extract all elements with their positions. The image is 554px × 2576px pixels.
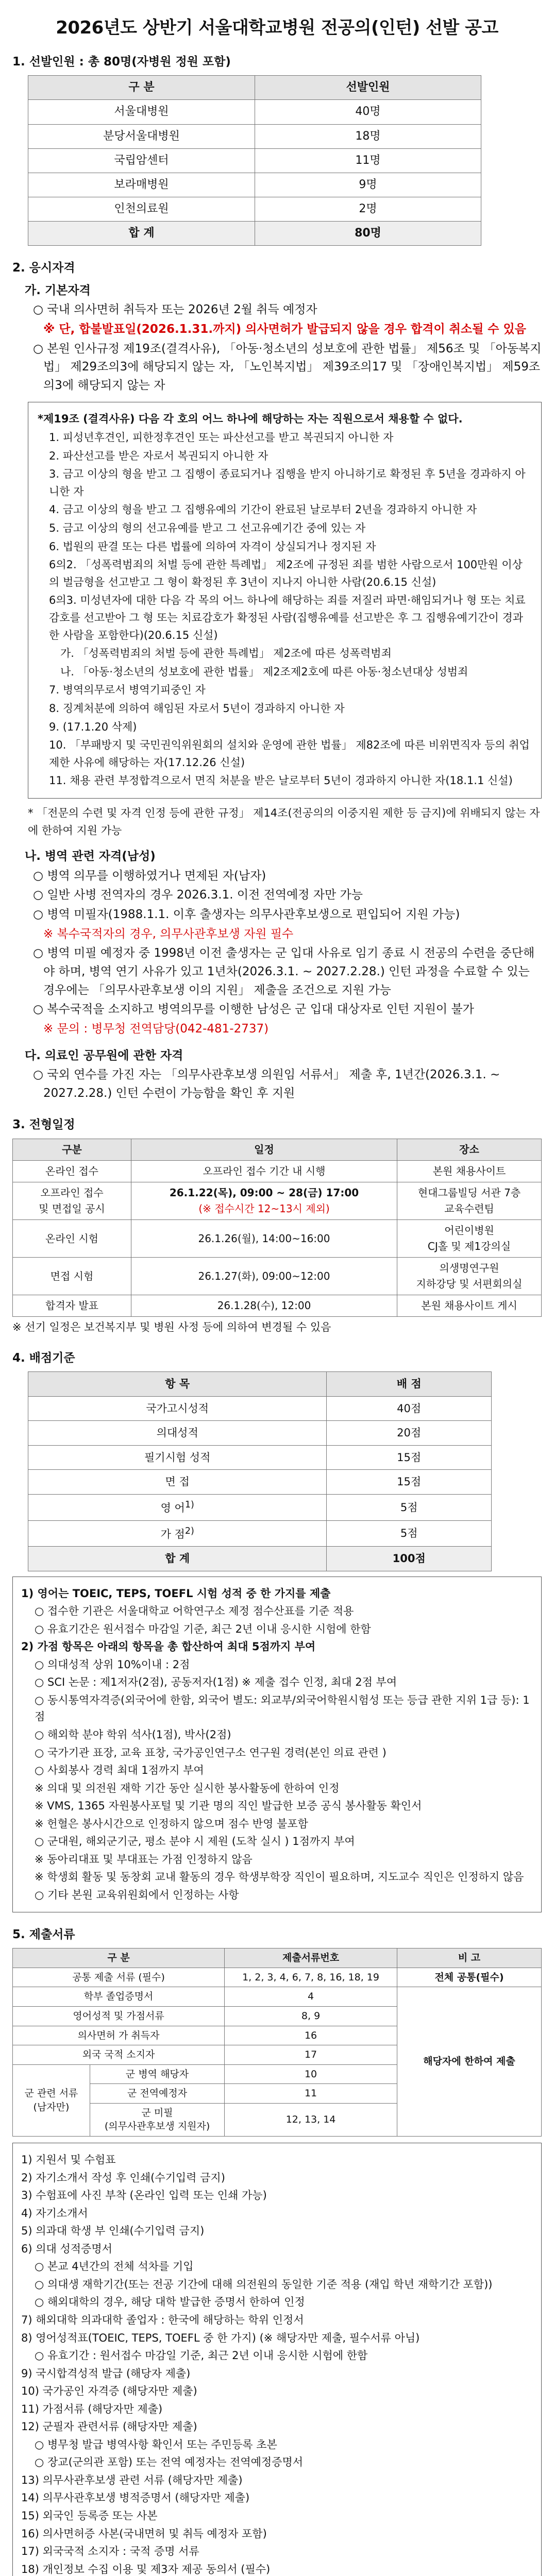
schedule-date: 26.1.27(화), 09:00~12:00 [131,1258,397,1295]
score-item: 면 접 [28,1470,327,1495]
score-note: ○ SCI 논문 : 제1저자(2점), 공동저자(1점) ※ 제출 접수 인정, 최대 2점 부여 [35,1676,397,1689]
doc-list-item: 7) 해외대학 의과대학 졸업자 : 한국에 해당하는 학위 인정서 [21,2314,304,2326]
hospital-name: 국립암센터 [28,148,255,173]
score-note: ○ 의대성적 상위 10%이내 : 2점 [35,1658,190,1671]
box-line: 6의3. 미성년자에 대한 다음 각 목의 어느 하나에 해당하는 죄를 저질러 파면·해임되거나 형 또는 치료감호를 선고받아 그 형 또는 치료감호가 확정된 사람(집행유예를 선고받은 후 그 집행유예기간이 경과한 사람을 포함한다)(20.6.15 신설) [49,594,526,641]
government-item: ○ 국외 연수를 가진 자는 「의무사관후보생 의원임 서류서」 제출 후, 1년간(2026.3.1. ~ 2027.2.28.) 인턴 수련이 가능함을 확인 후 지원 [33,1068,500,1100]
subsection-government: 다. 의료인 공무원에 관한 자격 [25,1048,183,1062]
requirement-warning: ※ 단, 합불발표일(2026.1.31.까지) 의사면허가 발급되지 않을 경우 합격이 취소될 수 있음 [43,322,526,336]
box-line: 7. 병역의무로서 병역기피중인 자 [49,684,206,697]
col-place: 장소 [397,1139,542,1161]
box-line: 가. 「성폭력범죄의 처벌 등에 관한 특례법」 제2조에 따른 성폭력범죄 [60,647,392,660]
box-line: 10. 「부패방지 및 국민권익위원회의 설치와 운영에 관한 법률」 제82조에 따른 비위면직자 등의 취업제한 사유에 해당하는 자(17.12.26 신설) [49,739,530,769]
hospital-name: 서울대병원 [28,100,255,124]
doc-category: 군 전역예정자 [90,2084,225,2104]
section-1-heading: 1. 선발인원 : 총 80명(자병원 정원 포함) [12,55,231,69]
score-note: 1) 영어는 TOEIC, TEPS, TOEFL 시험 성적 중 한 가지를 제출 [21,1587,331,1600]
box-line: 6의2. 「성폭력범죄의 처벌 등에 관한 특례법」 제2조에 규정된 죄를 범한 사람으로서 100만원 이상의 벌금형을 선고받고 그 형이 확정된 후 3년이 지나지 아니한 사람(20.6.15 신설) [49,558,523,588]
doc-list-item: ○ 의대생 재학기간(또는 전공 기간에 대해 의전원의 동일한 기준 적용 (재입 학년 재학기간 포함)) [35,2278,493,2291]
score-note: ※ VMS, 1365 자원봉사포털 및 기관 명의 직인 발급한 보증 공식 봉사활동 확인서 [35,1800,422,1812]
col-doc-number: 제출서류번호 [225,1948,397,1968]
disqualification-box [28,402,542,798]
score-note: ○ 접수한 기관은 서울대학교 어학연구소 제정 점수산표를 기준 적용 [35,1605,354,1618]
score-footnote-ref: 1) [184,1500,194,1511]
selection-count-table [28,75,481,246]
schedule-date: 26.1.28(수), 12:00 [131,1295,397,1317]
doc-category: 공통 제출 서류 (필수) [13,1968,225,1987]
col-remark: 비 고 [397,1948,542,1968]
doc-remark: 전체 공통(필수) [397,1968,542,1987]
col-count: 선발인원 [255,76,481,100]
schedule-place: 어린이병원 CJ홀 및 제1강의실 [397,1220,542,1258]
doc-category: 학부 졸업증명서 [13,1987,225,2007]
score-note: ※ 헌혈은 봉사시간으로 인정하지 않으며 점수 반영 불포함 [35,1817,308,1830]
subsection-military: 나. 병역 관련 자격(남성) [25,850,156,863]
doc-list-item: ○ 본교 4년간의 전체 석차를 기입 [35,2260,194,2273]
col-dept: 구 분 [28,76,255,100]
military-item: ○ 병역 의무를 이행하였거나 면제된 자(남자) [33,869,266,883]
score-note: ※ 학생회 활동 및 동창회 교내 활동의 경우 학생부학장 직인이 필요하며, 지도교수 직인은 인정하지 않음 [35,1871,524,1884]
score-value: 20점 [327,1421,492,1446]
box-line: 나. 「아동·청소년의 성보호에 관한 법률」 제2조제2호에 따른 아동·청소년대상 성범죄 [60,665,468,678]
hospital-count: 11명 [255,148,481,173]
hospital-count: 18명 [255,124,481,148]
doc-list-item: 12) 군필자 관련서류 (해당자만 제출) [21,2420,197,2433]
military-contact: ※ 문의 : 병무청 전역담당(042-481-2737) [43,1022,269,1036]
hospital-count: 40명 [255,100,481,124]
score-item-cell [28,1495,327,1521]
dual-application-note: * 「전문의 수련 및 자격 인정 등에 관한 규정」 제14조(전공의의 이중지원 제한 등 금지)에 위배되지 않는 자에 한하여 지원 가능 [28,806,540,837]
doc-numbers: 1, 2, 3, 4, 6, 7, 8, 16, 18, 19 [225,1968,397,1987]
score-item: 영 어 [160,1502,185,1515]
hospital-name: 인천의료원 [28,197,255,221]
hospital-name: 보라매병원 [28,173,255,197]
box-line: 4. 금고 이상의 형을 받고 그 집행유예의 기간이 완료된 날로부터 2년을 경과하지 아니한 자 [49,503,477,516]
schedule-type: 온라인 시험 [13,1220,131,1258]
schedule-place: 본원 채용사이트 [397,1161,542,1182]
score-note: ○ 해외학 분야 학위 석사(1점), 박사(2점) [35,1728,231,1741]
section-4-heading: 4. 배점기준 [12,1351,75,1365]
doc-group-military: 군 관련 서류 (남자만) [13,2064,90,2136]
schedule-date: 오프라인 접수 기간 내 시행 [131,1161,397,1182]
hospital-count: 9명 [255,173,481,197]
section-5-heading: 5. 제출서류 [12,1927,75,1941]
section-2-heading: 2. 응시자격 [12,261,75,275]
col-item: 항 목 [28,1372,327,1397]
score-note: ※ 의대 및 의전원 재학 기간 동안 실시한 봉사활동에 한하여 인정 [35,1782,340,1794]
doc-list-item: 9) 국시합격성적 발급 (해당자 제출) [21,2367,191,2380]
score-value: 5점 [327,1495,492,1521]
doc-category: 의사면허 가 취득자 [13,2026,225,2045]
doc-list-item: 1) 지원서 및 수험표 [21,2154,116,2166]
doc-category: 군 병역 해당자 [90,2064,225,2084]
col-type: 구분 [13,1139,131,1161]
score-total: 100점 [327,1547,492,1571]
box-line: 3. 금고 이상의 형을 받고 그 집행이 종료되거나 집행을 받지 아니하기로 확정된 후 5년을 경과하지 아니한 자 [49,468,526,498]
score-note: ○ 기타 본원 교육위원회에서 인정하는 사항 [35,1888,239,1901]
doc-list-item: 18) 개인정보 수집 이용 및 제3자 제공 동의서 (필수) [21,2563,271,2575]
doc-numbers: 12, 13, 14 [225,2103,397,2136]
doc-category: 외국 국적 소지자 [13,2045,225,2065]
military-item: ○ 병역 미필 예정자 중 1998년 이전 출생자는 군 입대 사유로 임기 종료 시 전공의 수련을 중단해야 하며, 병역 연기 사유가 있고 1년차(2026.3.1. ~ 2027.2.28.) 인턴 과정을 수료할 수 있는 경우에는 「의무사관후보생 이의 지원」 제출을 조건으로 지원 가능 [33,946,535,997]
doc-list-item: 5) 의과대 학생 부 인쇄(수기입력 금지) [21,2225,205,2238]
score-item: 국가고시성적 [28,1396,327,1421]
score-value: 15점 [327,1470,492,1495]
schedule-type: 오프라인 접수 및 면접일 공시 [13,1182,131,1220]
doc-numbers: 11 [225,2084,397,2104]
total-count: 80명 [255,221,481,245]
doc-list-item: ○ 장교(군의관 포함) 또는 전역 예정자는 전역예정증명서 [35,2456,304,2469]
doc-category: 군 미필 (의무사관후보생 지원자) [90,2103,225,2136]
doc-numbers: 8, 9 [225,2006,397,2026]
doc-list-item: 4) 자기소개서 [21,2207,88,2219]
box-line: 1. 피성년후견인, 피한정후견인 또는 파산선고를 받고 복권되지 아니한 자 [49,431,394,444]
documents-list-box [12,2143,542,2576]
schedule-date-cell [131,1182,397,1220]
doc-list-item: ○ 병무청 발급 병역사항 확인서 또는 주민등록 초본 [35,2438,277,2451]
hospital-name: 분당서울대병원 [28,124,255,148]
doc-list-item: 6) 의대 성적증명서 [21,2242,112,2255]
schedule-place: 의생명연구원 지하강당 및 서편회의실 [397,1258,542,1295]
score-item: 필기시험 성적 [28,1445,327,1470]
box-title: *제19조 (결격사유) 다음 각 호의 어느 하나에 해당하는 자는 직원으로서 채용할 수 없다. [38,413,463,426]
schedule-date-note: (※ 접수시간 12~13시 제외) [198,1202,330,1215]
doc-numbers: 4 [225,1987,397,2007]
doc-numbers: 16 [225,2026,397,2045]
doc-list-item: 2) 자기소개서 작성 후 인쇄(수기입력 금지) [21,2171,225,2184]
box-line: 11. 채용 관련 부정합격으로서 면직 처분을 받은 날로부터 5년이 경과하지 아니한 자(18.1.1 신설) [49,774,513,787]
score-note: ○ 사회봉사 경력 최대 1점까지 부여 [35,1764,204,1777]
subsection-basic: 가. 기본자격 [25,283,91,297]
doc-list-item: 15) 외국인 등록증 또는 사본 [21,2510,158,2522]
schedule-date: 26.1.26(월), 14:00~16:00 [131,1220,397,1258]
score-item: 의대성적 [28,1421,327,1446]
score-note: ※ 동아리대표 및 부대표는 가점 인정하지 않음 [35,1853,253,1866]
box-line: 5. 금고 이상의 형의 선고유예를 받고 그 선고유예기간 중에 있는 자 [49,522,366,535]
score-note: ○ 국가기관 표장, 교육 표창, 국가공인연구소 연구원 경력(본인 의료 관련 ) [35,1746,387,1759]
score-table [28,1371,492,1571]
score-note: ○ 군대원, 해외군기군, 평소 분야 시 제원 (도착 실시 ) 1점까지 부여 [35,1835,355,1848]
military-item: ○ 일반 사병 전역자의 경우 2026.3.1. 이전 전역예정 자만 가능 [33,888,363,902]
doc-list-item: 17) 외국국적 소지자 : 국적 증명 서류 [21,2545,199,2558]
col-date: 일정 [131,1139,397,1161]
score-note: ○ 동시통역자격증(외국어에 한함, 외국어 별도: 외교부/외국어학원시험성 또는 등급 관한 지위 1급 등): 1점 [35,1693,530,1723]
score-notes-box [12,1577,542,1912]
box-line: 9. (17.1.20 삭제) [49,720,137,733]
score-note: 2) 가점 항목은 아래의 항목을 총 합산하여 최대 5점까지 부여 [21,1640,316,1653]
score-value: 5점 [327,1520,492,1547]
hospital-count: 2명 [255,197,481,221]
doc-list-item: 11) 가점서류 (해당자만 제출) [21,2402,163,2415]
doc-list-item: 8) 영어성적표(TOEIC, TEPS, TOEFL 중 한 가지) (※ 해당자만 제출, 필수서류 아님) [21,2331,420,2344]
schedule-place: 현대그룹빌딩 서관 7층 교육수련팀 [397,1182,542,1220]
score-value: 40점 [327,1396,492,1421]
military-warning: ※ 복수국적자의 경우, 의무사관후보생 자원 필수 [43,927,294,941]
doc-list-item: 10) 국가공인 자격증 (해당자만 제출) [21,2385,197,2398]
score-item-cell [28,1520,327,1547]
score-value: 15점 [327,1445,492,1470]
box-line: 8. 징계처분에 의하여 해임된 자로서 5년이 경과하지 아니한 자 [49,702,345,715]
score-footnote-ref: 2) [184,1526,194,1536]
doc-list-item: 16) 의사면허증 사본(국내면허 및 취득 예정자 포함) [21,2527,267,2540]
military-item: ○ 병역 미필자(1988.1.1. 이후 출생자는 의무사관후보생으로 편입되어 지원 가능) [33,908,460,922]
requirement-item: ○ 본원 인사규정 제19조(결격사유), 「아동·청소년의 성보호에 관한 법률」 제56조 및 「아동복지법」 제29조의3에 해당되지 않는 자, 「노인복지법」 제39조의17 및 「장애인복지법」 제59조의3에 해당되지 않는 자 [33,342,542,392]
box-line: 2. 파산선고를 받은 자로서 복권되지 아니한 자 [49,449,268,462]
documents-table [12,1948,542,2137]
page-title: 2026년도 상반기 서울대학교병원 전공의(인턴) 선발 공고 [56,18,498,38]
box-line: 6. 법원의 판결 또는 다른 법률에 의하여 자격이 상실되거나 정지된 자 [49,540,376,553]
score-item: 가 점 [160,1528,185,1540]
doc-list-item: 13) 의무사관후보생 관련 서류 (해당자만 제출) [21,2473,243,2486]
requirement-item: ○ 국내 의사면허 취득자 또는 2026년 2월 취득 예정자 [33,303,317,317]
military-item: ○ 복수국적을 소지하고 병역의무를 이행한 남성은 군 입대 대상자로 인턴 지원이 불가 [33,1003,474,1016]
doc-numbers: 10 [225,2064,397,2084]
schedule-type: 합격자 발표 [13,1295,131,1317]
col-score: 배 점 [327,1372,492,1397]
col-category: 구 분 [13,1948,225,1968]
schedule-place: 본원 채용사이트 게시 [397,1295,542,1317]
score-note: ○ 유효기간은 원서접수 마감일 기준, 최근 2년 이내 응시한 시험에 한함 [35,1622,371,1635]
schedule-type: 면접 시험 [13,1258,131,1295]
score-total-label: 합 계 [28,1547,327,1571]
doc-category: 영어성적 및 가점서류 [13,2006,225,2026]
section-3-heading: 3. 전형일정 [12,1118,75,1132]
schedule-note: ※ 선기 일정은 보건복지부 및 병원 사정 등에 의하여 변경될 수 있음 [12,1321,331,1334]
doc-list-item: 3) 수험표에 사진 부착 (온라인 입력 또는 인쇄 가능) [21,2189,267,2202]
doc-remark-conditional: 해당자에 한하여 제출 [397,1987,542,2137]
schedule-table [12,1139,542,1317]
doc-list-item: 14) 의무사관후보생 병적증명서 (해당자만 제출) [21,2492,250,2504]
doc-numbers: 17 [225,2045,397,2065]
total-label: 합 계 [28,221,255,245]
schedule-type: 온라인 접수 [13,1161,131,1182]
schedule-date: 26.1.22(목), 09:00 ~ 28(금) 17:00 [169,1187,359,1199]
doc-list-item: ○ 유효기간 : 원서접수 마감일 기준, 최근 2년 이내 응시한 시험에 한함 [35,2349,368,2362]
doc-list-item: ○ 해외대학의 경우, 해당 대학 발급한 증명서 한하여 인정 [35,2296,305,2309]
